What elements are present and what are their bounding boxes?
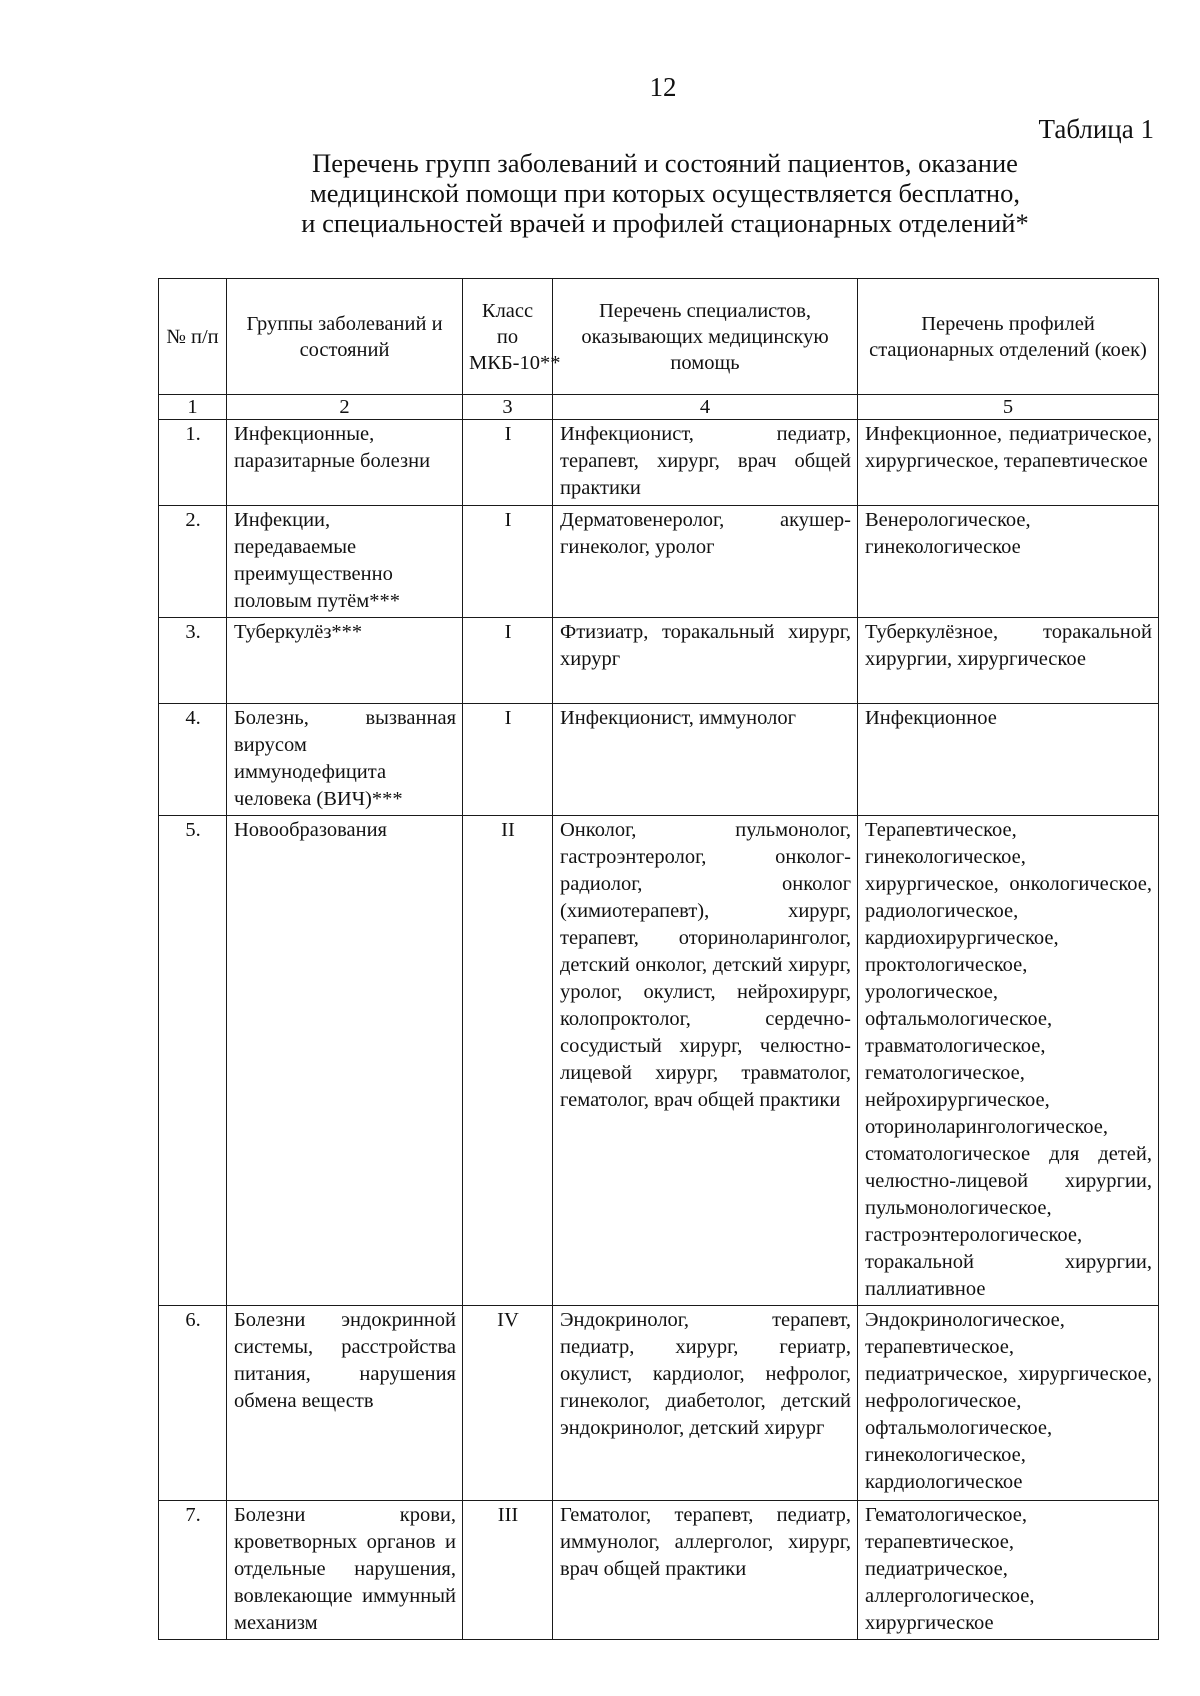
table-row [159, 420, 1159, 506]
column-number: 5 [858, 395, 1159, 420]
row-number: 5. [159, 816, 227, 1306]
ward-profiles: Терапевтическое, гинекологическое, хирургическое, онкологическое, радиологическое, кардиохирургическое, проктологическое, урологическое, офтальмологическое, травматологическое, гематологическое, нейрохирургическое, оториноларингологическое, стоматологическое для детей, челюстно-лицевой хирургии, пульмонологическое, гастроэнтерологическое, торакальной хирургии, паллиативное [858, 816, 1159, 1306]
row-number: 4. [159, 704, 227, 816]
disease-group: Болезни крови, кроветворных органов и отдельные нарушения, вовлекающие иммунный механизм [227, 1501, 463, 1640]
table-row [159, 1501, 1159, 1640]
title-line-3: и специальностей врачей и профилей стационарных отделений* [301, 208, 1029, 238]
title-line-1: Перечень групп заболеваний и состояний пациентов, оказание [312, 148, 1018, 178]
column-number: 4 [553, 395, 858, 420]
disease-group: Инфекции, передаваемые преимущественно половым путём*** [227, 506, 463, 618]
specialists: Гематолог, терапевт, педиатр, иммунолог, аллерголог, хирург, врач общей практики [553, 1501, 858, 1640]
table-row [159, 816, 1159, 1306]
icd-class: IV [463, 1306, 553, 1501]
row-number: 2. [159, 506, 227, 618]
title-line-2: медицинской помощи при которых осуществляется бесплатно, [310, 178, 1020, 208]
table-header-row [159, 279, 1159, 395]
specialists: Онколог, пульмонолог, гастроэнтеролог, онколог-радиолог, онколог (химиотерапевт), хирург, терапевт, оториноларинголог, детский онколог, детский хирург, уролог, окулист, нейрохирург, колопроктолог, сердечно-сосудистый хирург, челюстно-лицевой хирург, травматолог, гематолог, врач общей практики [553, 816, 858, 1306]
table-row [159, 1306, 1159, 1501]
ward-profiles: Венерологическое, гинекологическое [858, 506, 1159, 618]
disease-group: Новообразования [227, 816, 463, 1306]
column-number: 2 [227, 395, 463, 420]
disease-group: Болезнь, вызванная вирусом иммунодефицита человека (ВИЧ)*** [227, 704, 463, 816]
table-row [159, 618, 1159, 704]
row-number: 1. [159, 420, 227, 506]
disease-groups-table [158, 278, 1159, 1640]
icd-class: I [463, 704, 553, 816]
page-number: 12 [649, 72, 677, 102]
specialists: Инфекционист, иммунолог [553, 704, 858, 816]
header-profiles: Перечень профилей стационарных отделений (коек) [858, 279, 1159, 395]
icd-class: I [463, 420, 553, 506]
ward-profiles: Гематологическое, терапевтическое, педиатрическое, аллергологическое, хирургическое [858, 1501, 1159, 1640]
ward-profiles: Туберкулёзное, торакальной хирургии, хирургическое [858, 618, 1159, 704]
ward-profiles: Инфекционное [858, 704, 1159, 816]
disease-group: Болезни эндокринной системы, расстройства питания, нарушения обмена веществ [227, 1306, 463, 1501]
icd-class: III [463, 1501, 553, 1640]
specialists: Инфекционист, педиатр, терапевт, хирург, врач общей практики [553, 420, 858, 506]
row-number: 6. [159, 1306, 227, 1501]
column-number: 1 [159, 395, 227, 420]
column-number: 3 [463, 395, 553, 420]
document-title [232, 148, 1098, 238]
ward-profiles: Эндокринологическое, терапевтическое, педиатрическое, хирургическое, нефрологическое, офтальмологическое, гинекологическое, кардиологическое [858, 1306, 1159, 1501]
specialists: Фтизиатр, торакальный хирург, хирург [553, 618, 858, 704]
icd-class: II [463, 816, 553, 1306]
disease-group: Туберкулёз*** [227, 618, 463, 704]
table-label: Таблица 1 [1038, 114, 1154, 144]
header-group: Группы заболеваний и состояний [227, 279, 463, 395]
disease-group: Инфекционные, паразитарные болезни [227, 420, 463, 506]
header-no: № п/п [159, 279, 227, 395]
column-number-row [159, 395, 1159, 420]
icd-class: I [463, 506, 553, 618]
specialists: Дерматовенеролог, акушер-гинеколог, уролог [553, 506, 858, 618]
table-row [159, 506, 1159, 618]
header-specialists: Перечень специалистов, оказывающих медицинскую помощь [553, 279, 858, 395]
icd-class: I [463, 618, 553, 704]
header-icd-class: Класс по МКБ-10** [463, 279, 553, 395]
ward-profiles: Инфекционное, педиатрическое, хирургическое, терапевтическое [858, 420, 1159, 506]
table-row [159, 704, 1159, 816]
row-number: 7. [159, 1501, 227, 1640]
row-number: 3. [159, 618, 227, 704]
specialists: Эндокринолог, терапевт, педиатр, хирург, гериатр, окулист, кардиолог, нефролог, гинеколог, диабетолог, детский эндокринолог, детский хирург [553, 1306, 858, 1501]
